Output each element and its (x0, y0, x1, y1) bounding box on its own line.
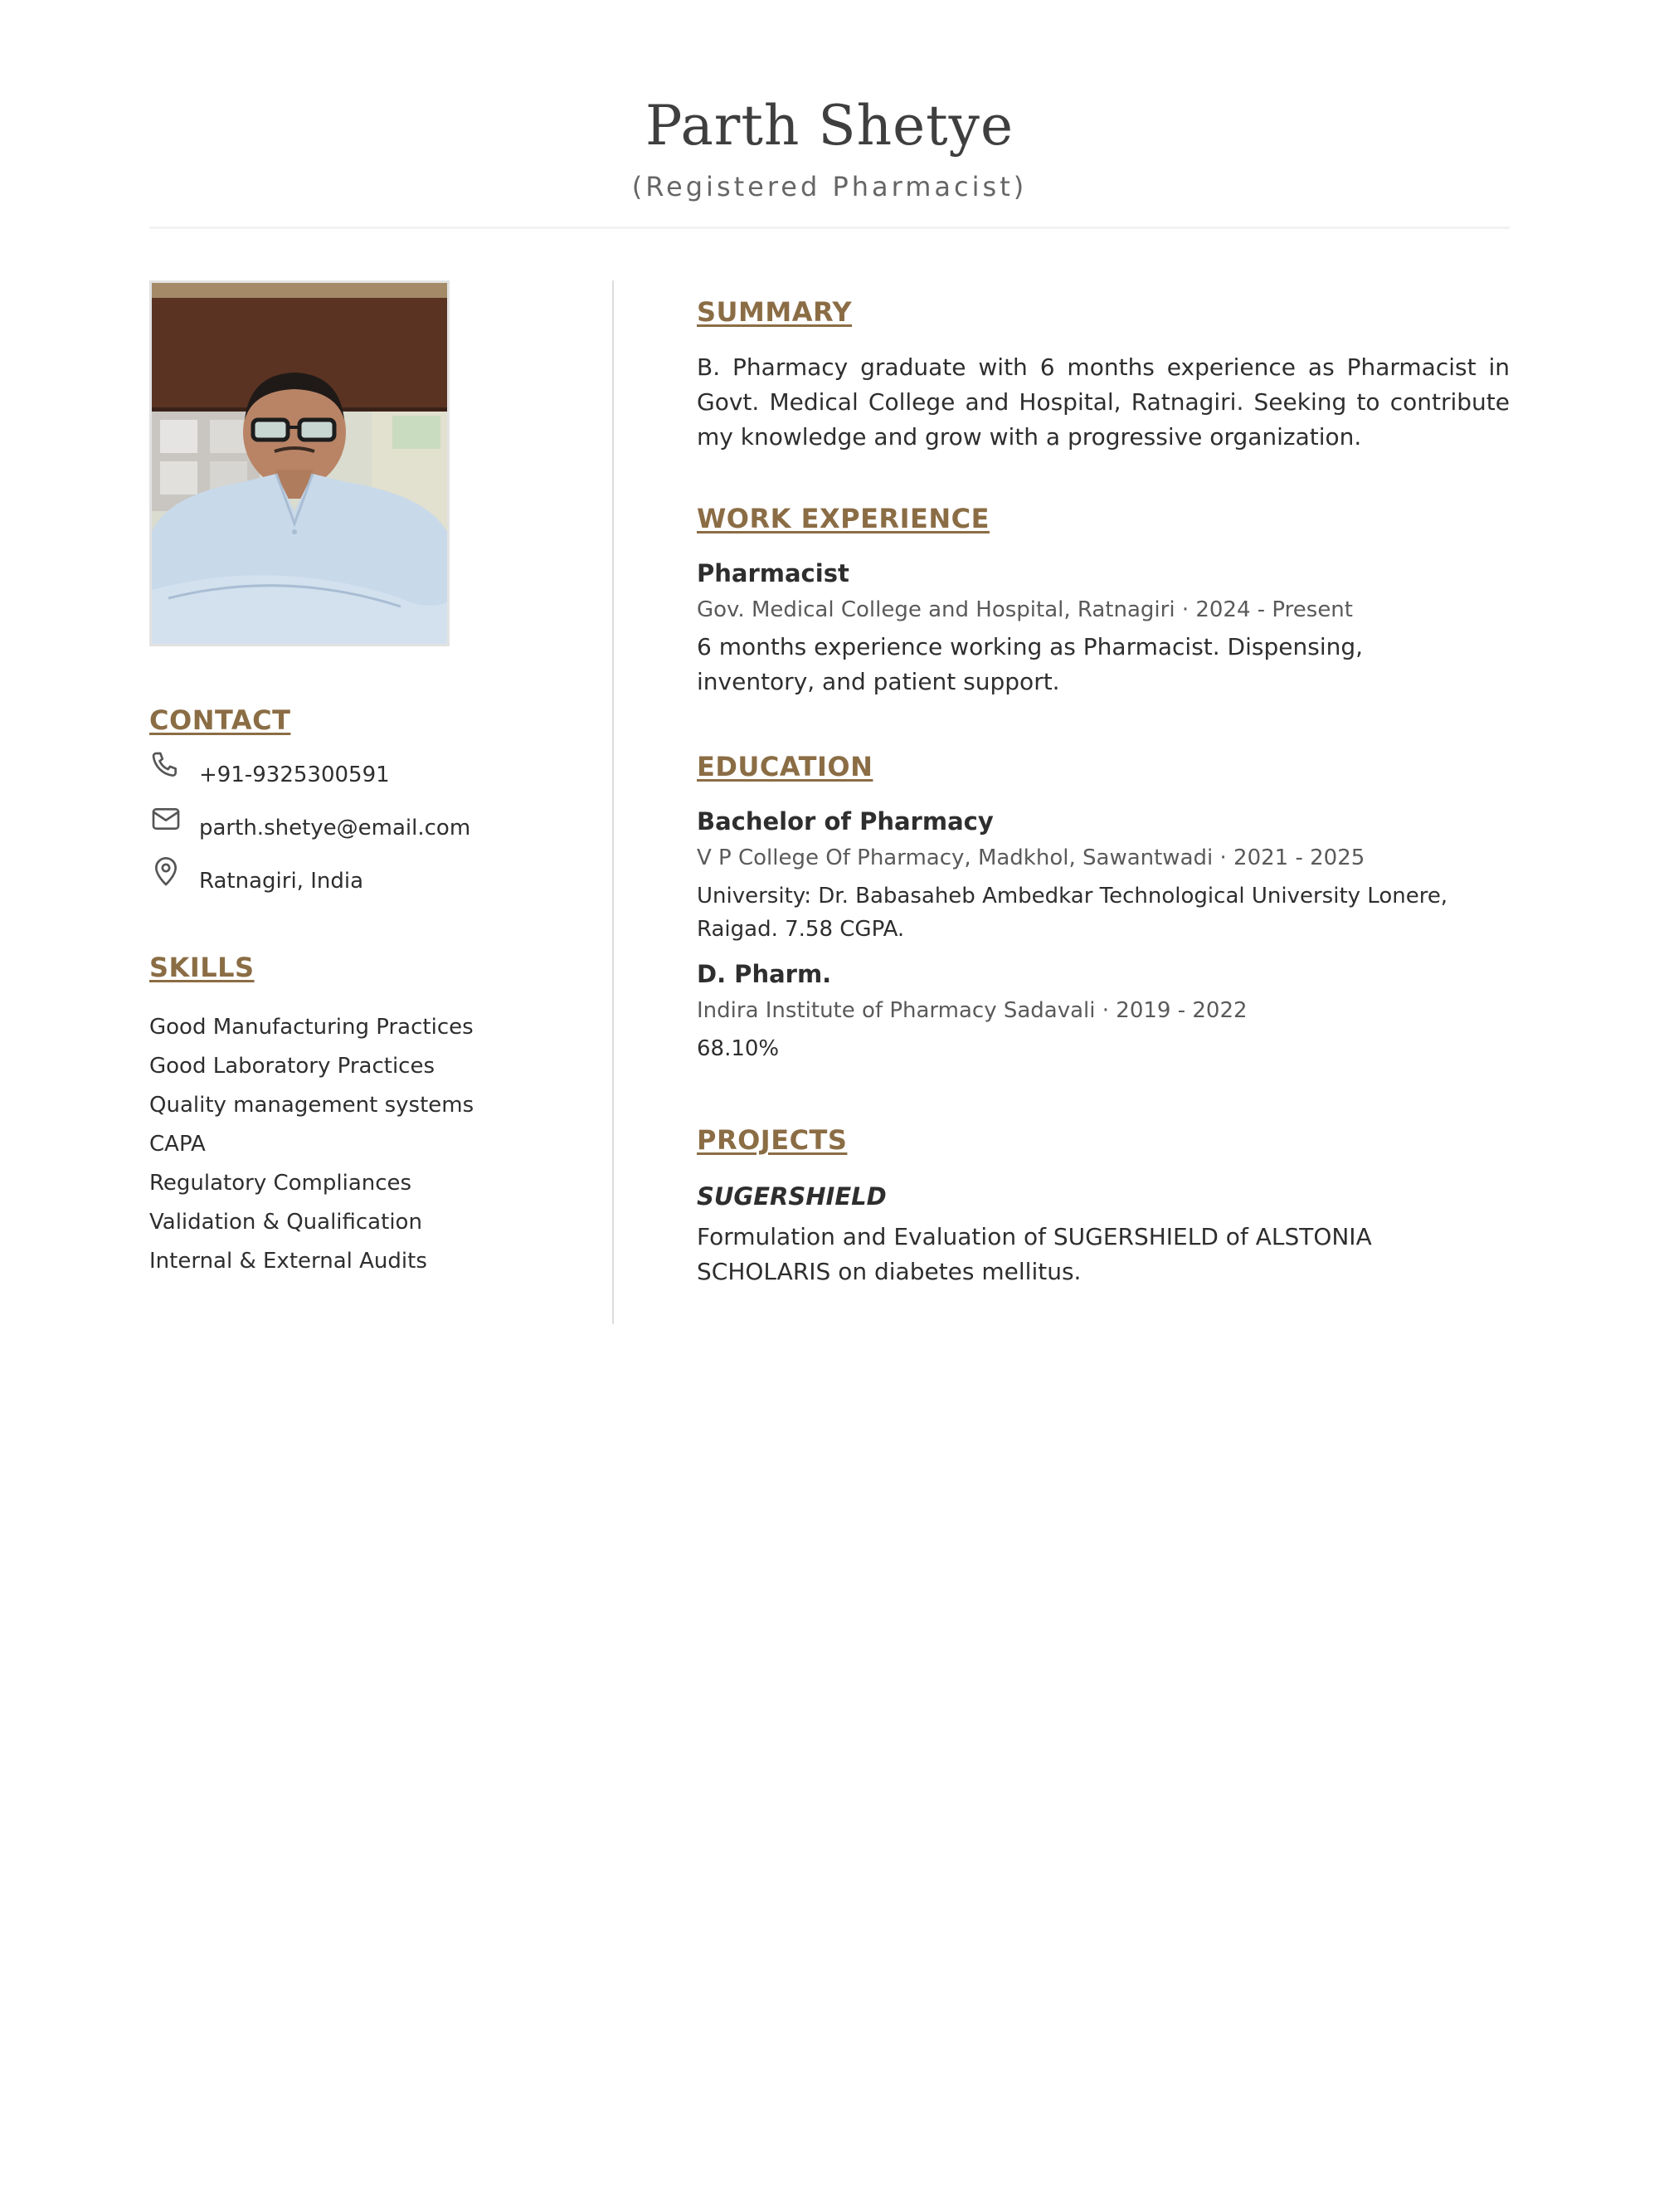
job-meta: Gov. Medical College and Hospital, Ratnagiri · 2024 - Present (697, 597, 1353, 622)
degree-title: Bachelor of Pharmacy (697, 807, 994, 836)
contact-heading: CONTACT (149, 704, 291, 736)
contact-item-phone (149, 749, 564, 802)
candidate-title: (Registered Pharmacist) (631, 171, 1028, 202)
job-description: 6 months experience working as Pharmacist. Dispensing, inventory, and patient support. (697, 633, 1364, 695)
education-section (697, 750, 1510, 1065)
location-pin-icon (149, 855, 182, 889)
summary-text: B. Pharmacy graduate with 6 months experience as Pharmacist in Govt. Medical College and Hospital, Ratnagiri. Seeking to contribute my knowledge and grow with a progressive organization. (697, 353, 1510, 451)
skill-item: Good Manufacturing Practices (149, 1015, 474, 1040)
skills-list (149, 1008, 474, 1281)
profile-photo (149, 280, 450, 646)
skill-item: Good Laboratory Practices (149, 1054, 435, 1079)
skill-item: Regulatory Compliances (149, 1171, 412, 1196)
experience-item (697, 557, 1510, 699)
header-divider (149, 227, 1510, 229)
projects-section (697, 1123, 1510, 1289)
work-experience-section (697, 502, 1510, 699)
job-title: Pharmacist (697, 559, 849, 587)
education-item (697, 805, 1510, 946)
degree-description: 68.10% (697, 1036, 780, 1061)
resume-header (149, 0, 1510, 230)
project-name: SUGERSHIELD (697, 1182, 887, 1211)
email-address[interactable]: parth.shetye@email.com (199, 816, 471, 840)
candidate-name: Parth Shetye (645, 94, 1014, 158)
skills-heading: SKILLS (149, 952, 255, 983)
degree-title: D. Pharm. (697, 960, 832, 988)
skill-item: Internal & External Audits (149, 1249, 427, 1274)
column-divider (612, 280, 614, 1324)
degree-description: University: Dr. Babasaheb Ambedkar Technological University Lonere, Raigad. 7.58 CGPA. (697, 884, 1448, 942)
education-heading: EDUCATION (697, 751, 873, 782)
location-text: Ratnagiri, India (199, 869, 364, 894)
skill-item: Quality management systems (149, 1093, 474, 1118)
phone-number[interactable]: +91-9325300591 (199, 763, 390, 787)
projects-heading: PROJECTS (697, 1124, 848, 1156)
phone-icon (149, 749, 182, 782)
education-item (697, 957, 1510, 1065)
contact-item-location (149, 855, 564, 909)
skill-item: Validation & Qualification (149, 1210, 422, 1235)
work-experience-heading: WORK EXPERIENCE (697, 503, 990, 534)
summary-heading: SUMMARY (697, 296, 853, 328)
mail-icon (149, 802, 182, 836)
skill-item: CAPA (149, 1132, 206, 1157)
degree-meta: Indira Institute of Pharmacy Sadavali · 2019 - 2022 (697, 998, 1248, 1023)
project-item (697, 1180, 1510, 1289)
degree-meta: V P College Of Pharmacy, Madkhol, Sawantwadi · 2021 - 2025 (697, 845, 1365, 870)
contact-list (149, 749, 564, 909)
project-description: Formulation and Evaluation of SUGERSHIELD of ALSTONIA SCHOLARIS on diabetes mellitus. (697, 1223, 1372, 1285)
left-column (149, 280, 564, 1274)
contact-item-email (149, 802, 564, 855)
summary-section (697, 295, 1510, 455)
profile-photo-illustration (152, 283, 447, 644)
